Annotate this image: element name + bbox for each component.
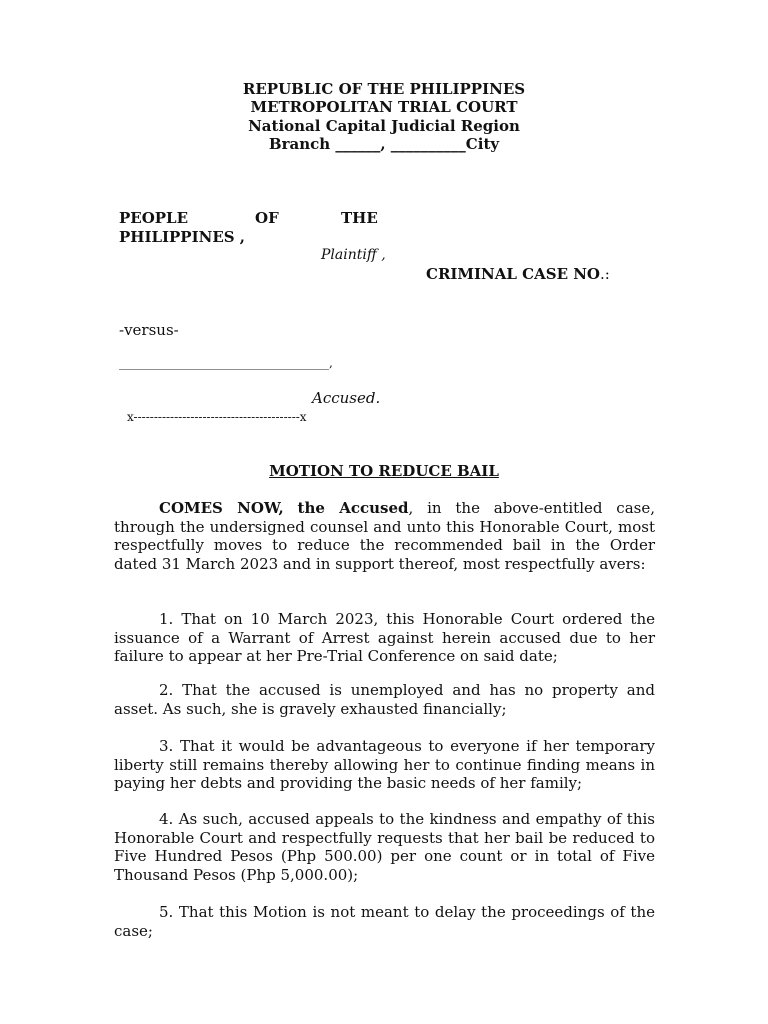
- header-republic: REPUBLIC OF THE PHILIPPINES: [242, 80, 526, 98]
- intro-rest: , in the above-entitled case, through the undersigned counsel and unto this Honorable Court, most respectfully moves to reduce the recommended bail in the Order dated 31 March 2023 and in support thereof, most respectfully avers:: [114, 499, 655, 573]
- paragraph-5: [114, 903, 655, 940]
- document-title: MOTION TO REDUCE BAIL: [269, 462, 499, 480]
- header-branch: Branch ______, __________City: [268, 135, 500, 153]
- paragraph-2: [114, 681, 655, 718]
- paragraph-1-text: 1. That on 10 March 2023, this Honorable Court ordered the issuance of a Warrant of Arrest against herein accused due to her failure to appear at her Pre-Trial Conference on said date;: [114, 610, 655, 665]
- caption-philippines: PHILIPPINES ,: [119, 228, 246, 246]
- caption-accused-blank: ___________________________________,: [119, 356, 333, 370]
- caption-plaintiff: Plaintiff ,: [321, 247, 386, 263]
- caption-the: THE: [341, 209, 378, 227]
- intro-party: the Accused: [297, 499, 409, 517]
- caption-separator: x-----------------------------------------x: [127, 410, 307, 424]
- paragraph-4-text: 4. As such, accused appeals to the kindness and empathy of this Honorable Court and respectfully requests that her bail be reduced to Five Hundred Pesos (Php 500.00) per one count or in total of Five Thousand Pesos (Php 5,000.00);: [114, 810, 655, 884]
- header-court: METROPOLITAN TRIAL COURT: [250, 98, 518, 116]
- intro-lead: COMES NOW,: [159, 499, 284, 517]
- paragraph-5-text: 5. That this Motion is not meant to delay the proceedings of the case;: [114, 903, 655, 940]
- criminal-case-no-suffix: .:: [600, 265, 610, 283]
- caption-people: PEOPLE: [119, 209, 189, 227]
- paragraph-1: [114, 610, 655, 666]
- criminal-case-no: [426, 265, 610, 284]
- intro-paragraph: [114, 499, 655, 573]
- paragraph-3: [114, 737, 655, 793]
- header-region: National Capital Judicial Region: [248, 117, 520, 135]
- caption-accused: Accused.: [312, 389, 381, 407]
- criminal-case-no-label: CRIMINAL CASE NO: [426, 265, 601, 283]
- caption-versus: -versus-: [119, 321, 179, 339]
- caption-of: OF: [255, 209, 279, 227]
- paragraph-3-text: 3. That it would be advantageous to everyone if her temporary liberty still remains thereby allowing her to continue finding means in paying her debts and providing the basic needs of her family;: [114, 737, 655, 792]
- paragraph-4: [114, 810, 655, 884]
- paragraph-2-text: 2. That the accused is unemployed and has no property and asset. As such, she is gravely exhausted financially;: [114, 681, 655, 718]
